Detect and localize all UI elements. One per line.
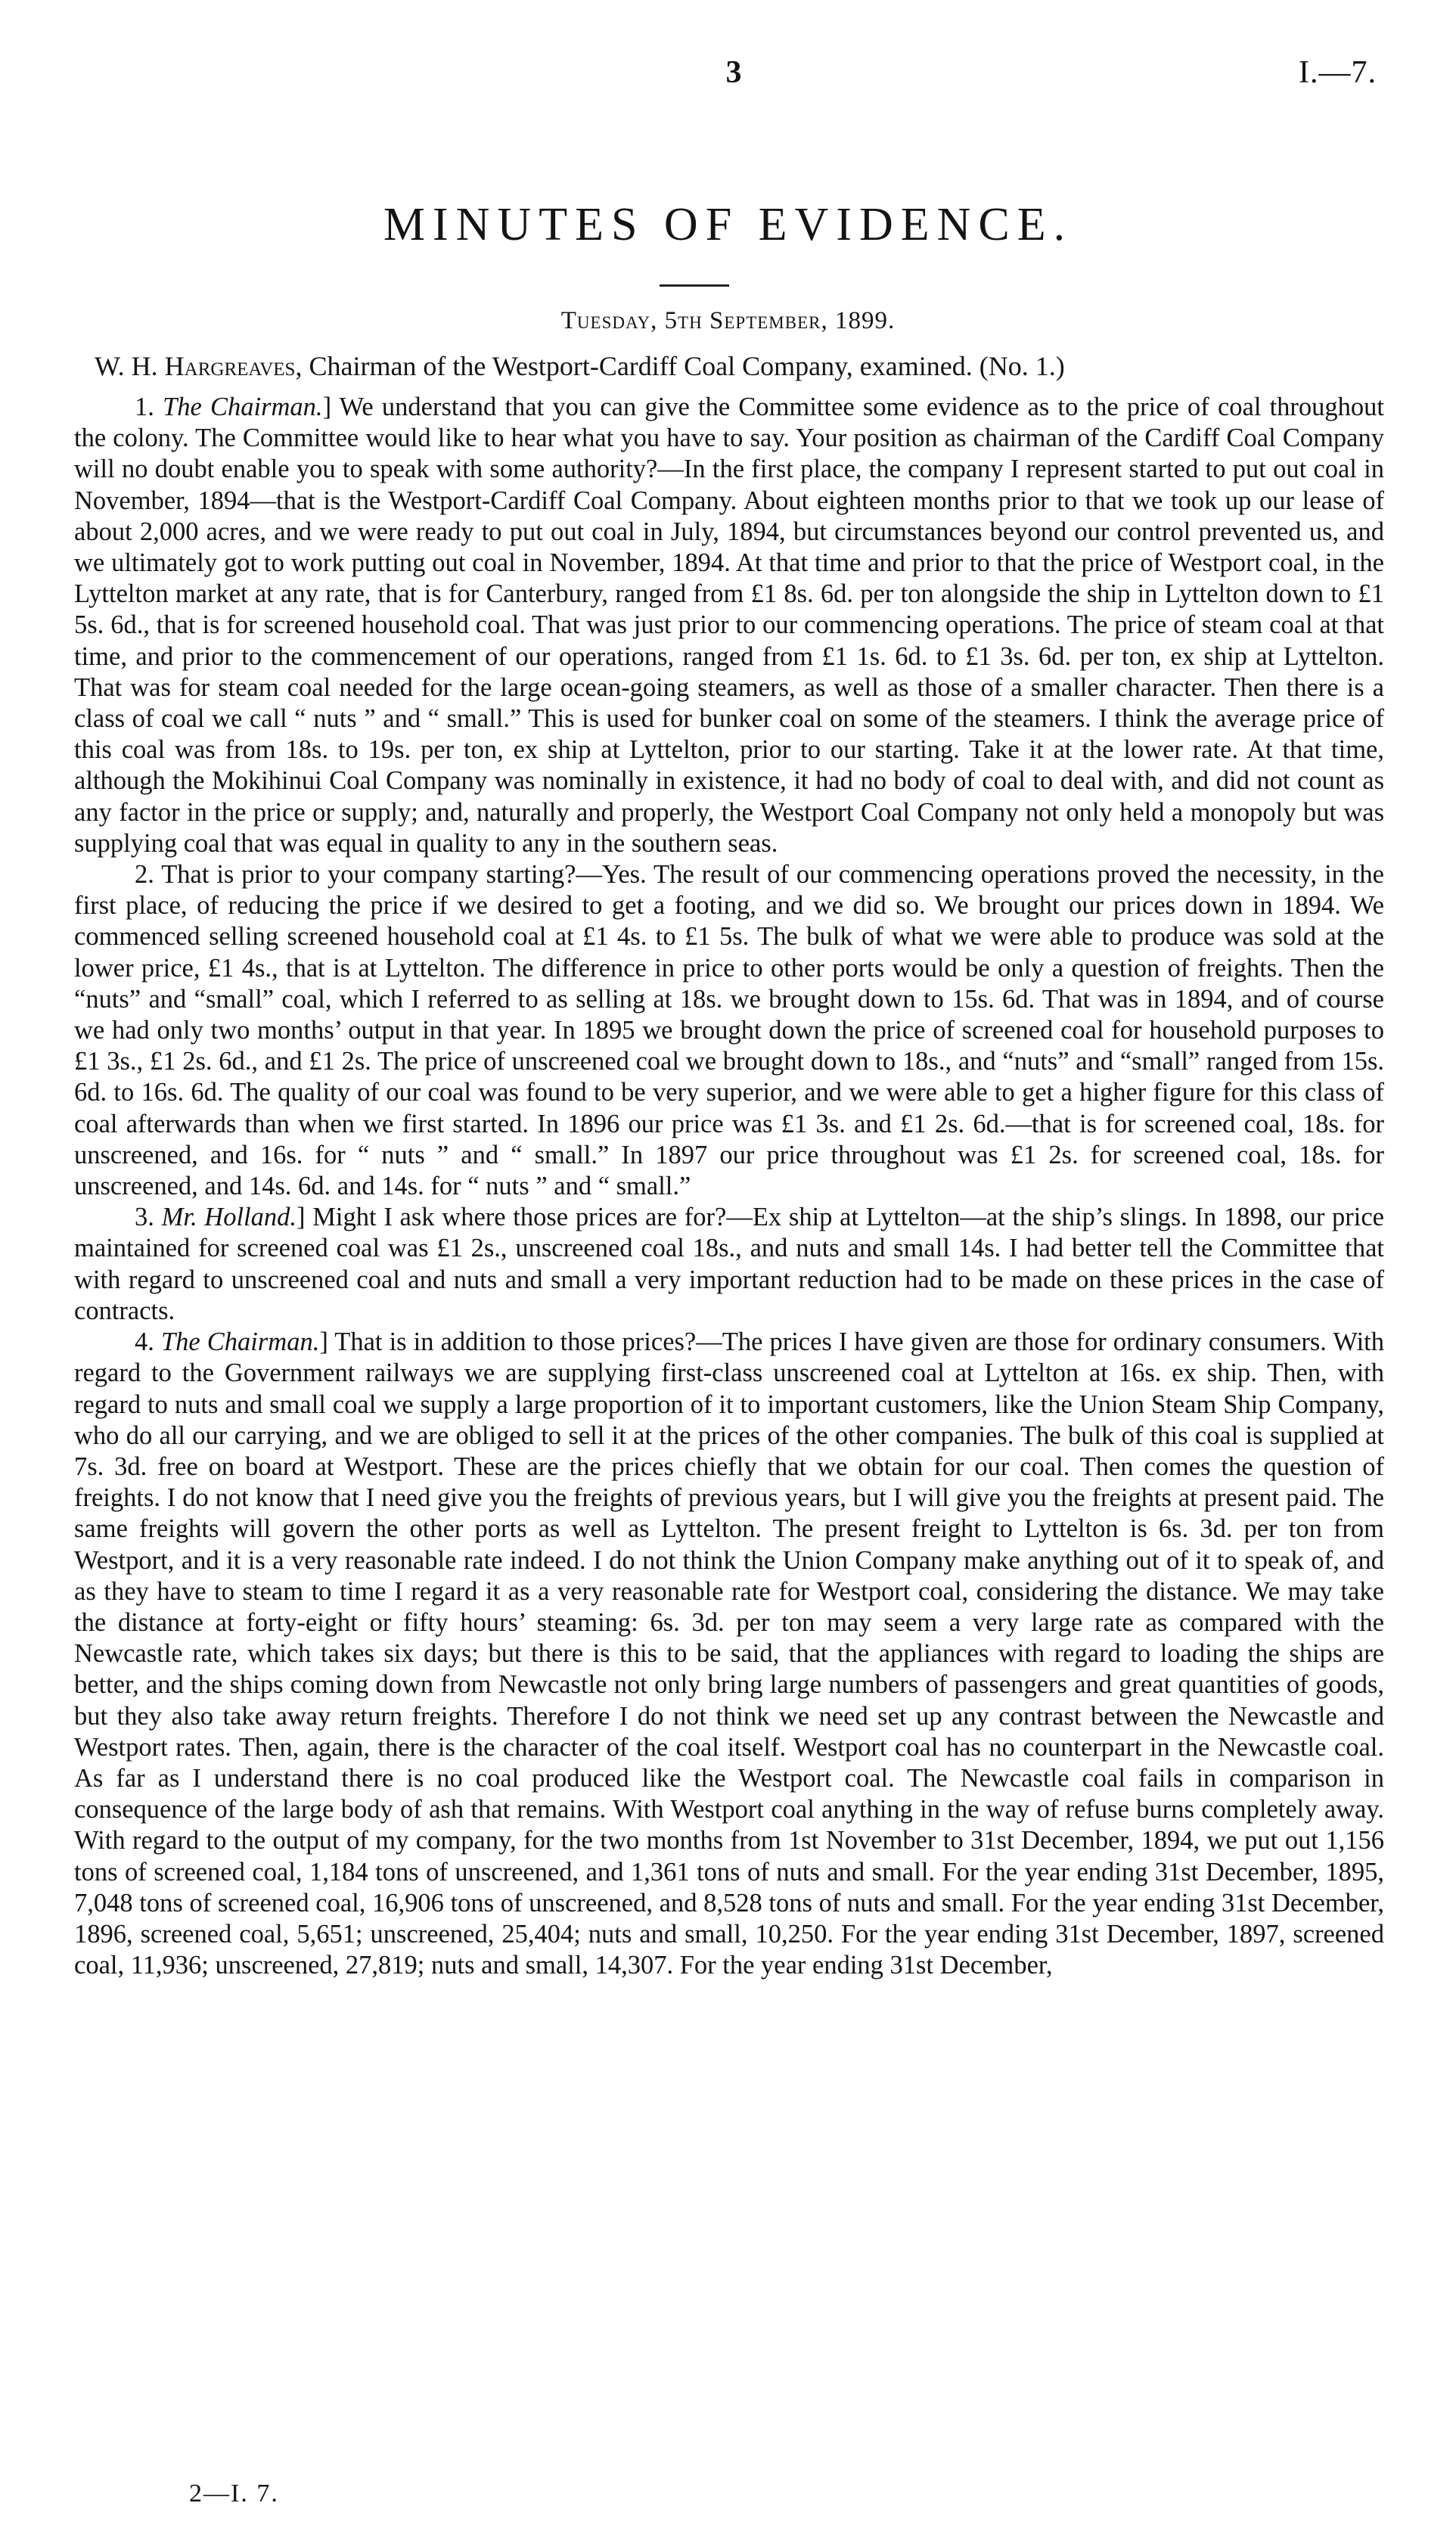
evidence-body (74, 392, 1384, 1981)
paragraph-text: ] Might I ask where those prices are for?—Ex ship at Lyttelton—at the ship’s slings. In 1898, our price maintained for screened coal was £1 2s., unscreened coal 18s., and nuts and small 14s. I had better tell the Committee that with regard to unscreened coal and nuts and small a very important reduction had to be made on these prices in the case of contracts. (74, 1203, 1384, 1325)
evidence-paragraph (74, 1202, 1384, 1327)
question-number: 4. (135, 1328, 154, 1357)
question-number: 1. (135, 393, 154, 421)
question-number: 3. (135, 1203, 154, 1232)
witness-description: , Chairman of the Westport-Cardiff Coal Company, examined. (No. 1.) (295, 351, 1065, 381)
witness-name: W. H. Hargreaves (95, 351, 296, 381)
speaker-name: Mr. Holland. (161, 1203, 297, 1232)
speaker-name: The Chairman. (160, 1328, 320, 1357)
evidence-paragraph (74, 392, 1384, 859)
page-number: 3 (725, 55, 742, 90)
paragraph-text: ] We understand that you can give the Committee some evidence as to the price of coal throughout the colony. The Committee would like to hear what you have to say. Your position as chairman of the Cardiff Coal Company will no doubt enable you to speak with some authority?—In the first place, the company I represent started to put out coal in November, 1894—that is the Westport-Cardiff Coal Company. About eighteen months prior to that we took up our lease of about 2,000 acres, and we were ready to put out coal in July, 1894, but circumstances beyond our control prevented us, and we ultimately got to work putting out coal in November, 1894. At that time and prior to that the price of Westport coal, in the Lyttelton market at any rate, that is for Canterbury, ranged from £1 8s. 6d. per ton alongside the ship in Lyttelton down to £1 5s. 6d., that is for screened household coal. That was just prior to our commencing operations. The price of steam coal at that time, and prior to the commencement of our operations, ranged from £1 1s. 6d. to £1 3s. 6d. per ton, ex ship at Lyttelton. That was for steam coal needed for the large ocean-going steamers, as well as those of a smaller character. Then there is a class of coal we call “ nuts ” and “ small.” This is used for bunker coal on some of the steamers. I think the average price of this coal was from 18s. to 19s. per ton, ex ship at Lyttelton, prior to our starting. Take it at the lower rate. At that time, although the Mokihinui Coal Company was nominally in existence, it had no body of coal to deal with, and did not count as any factor in the price or supply; and, naturally and properly, the Westport Coal Company not only held a monopoly but was supplying coal that was equal in quality to any in the southern seas. (74, 393, 1384, 858)
series-reference: I.—7. (1299, 55, 1377, 90)
evidence-paragraph (74, 859, 1384, 1202)
signature-mark: 2—I. 7. (189, 2480, 279, 2508)
question-number: 2. (135, 860, 154, 890)
paragraph-text: ] That is in addition to those prices?—The prices I have given are those for ordinary consumers. With regard to the Government railways we are supplying first-class unscreened coal at Lyttelton at 16s. ex ship. Then, with regard to nuts and small coal we supply a large proportion of it to important customers, like the Union Steam Ship Company, who do all our carrying, and we are obliged to sell it at the prices of the other companies. The bulk of this coal is supplied at 7s. 3d. free on board at Westport. These are the prices chiefly that we obtain for our coal. Then comes the question of freights. I do not know that I need give you the freights of previous years, but I will give you the freights at present paid. The same freights will govern the other ports as well as Lyttelton. The present freight to Lyttelton is 6s. 3d. per ton from Westport, and it is a very reasonable rate indeed. I do not think the Union Company make anything out of it to speak of, and as they have to steam to time I regard it as a very reasonable rate for Westport coal, considering the distance. We may take the distance at forty-eight or fifty hours’ steaming: 6s. 3d. per ton may seem a very large rate as compared with the Newcastle rate, which takes six days; but there is this to be said, that the appliances with regard to loading the ships are better, and the ships coming down from Newcastle not only bring large numbers of passengers and great quantities of goods, but they also take away return freights. Therefore I do not think we need set up any contrast between the Newcastle and Westport rates. Then, again, there is the character of the coal itself. Westport coal has no counterpart in the Newcastle coal. As far as I understand there is no coal produced like the Westport coal. The Newcastle coal fails in comparison in consequence of the large body of ash that remains. With Westport coal anything in the way of refuse burns completely away. With regard to the output of my company, for the two months from 1st November to 31st December, 1894, we put out 1,156 tons of screened coal, 1,184 tons of unscreened, and 1,361 tons of nuts and small. For the year ending 31st December, 1895, 7,048 tons of screened coal, 16,906 tons of unscreened, and 8,528 tons of nuts and small. For the year ending 31st December, 1896, screened coal, 5,651; unscreened, 25,404; nuts and small, 10,250. For the year ending 31st December, 1897, screened coal, 11,936; unscreened, 27,819; nuts and small, 14,307. For the year ending 31st December, (74, 1328, 1384, 1980)
witness-heading (95, 349, 1388, 383)
paragraph-text: That is prior to your company starting?—Yes. The result of our commencing operations proved the necessity, in the first place, of reducing the price if we desired to get a footing, and we did so. We brought our prices down in 1894. We commenced selling screened household coal at £1 4s. to £1 5s. The bulk of what we were able to produce was sold at the lower price, £1 4s., that is at Lyttelton. The difference in price to other ports would be only a question of freights. Then the “nuts” and “small” coal, which I referred to as selling at 18s. we brought down to 15s. 6d. That was in 1894, and of course we had only two months’ output in that year. In 1895 we brought down the price of screened coal for household purposes to £1 3s., £1 2s. 6d., and £1 2s. The price of unscreened coal we brought down to 18s., and “nuts” and “small” ranged from 15s. 6d. to 16s. 6d. The quality of our coal was found to be very superior, and we were able to get a higher figure for this class of coal afterwards than when we first started. In 1896 our price was £1 3s. and £1 2s. 6d.—that is for screened coal, 18s. for unscreened, and 16s. for “ nuts ” and “ small.” In 1897 our price throughout was £1 2s. for screened coal, 18s. for unscreened, and 14s. 6d. and 14s. for “ nuts ” and “ small.” (74, 860, 1384, 1201)
title-divider (660, 284, 729, 287)
evidence-paragraph (74, 1327, 1384, 1981)
page-title: MINUTES OF EVIDENCE. (383, 199, 1073, 250)
speaker-name: The Chairman. (163, 393, 323, 421)
session-date: Tuesday, 5th September, 1899. (560, 307, 896, 334)
